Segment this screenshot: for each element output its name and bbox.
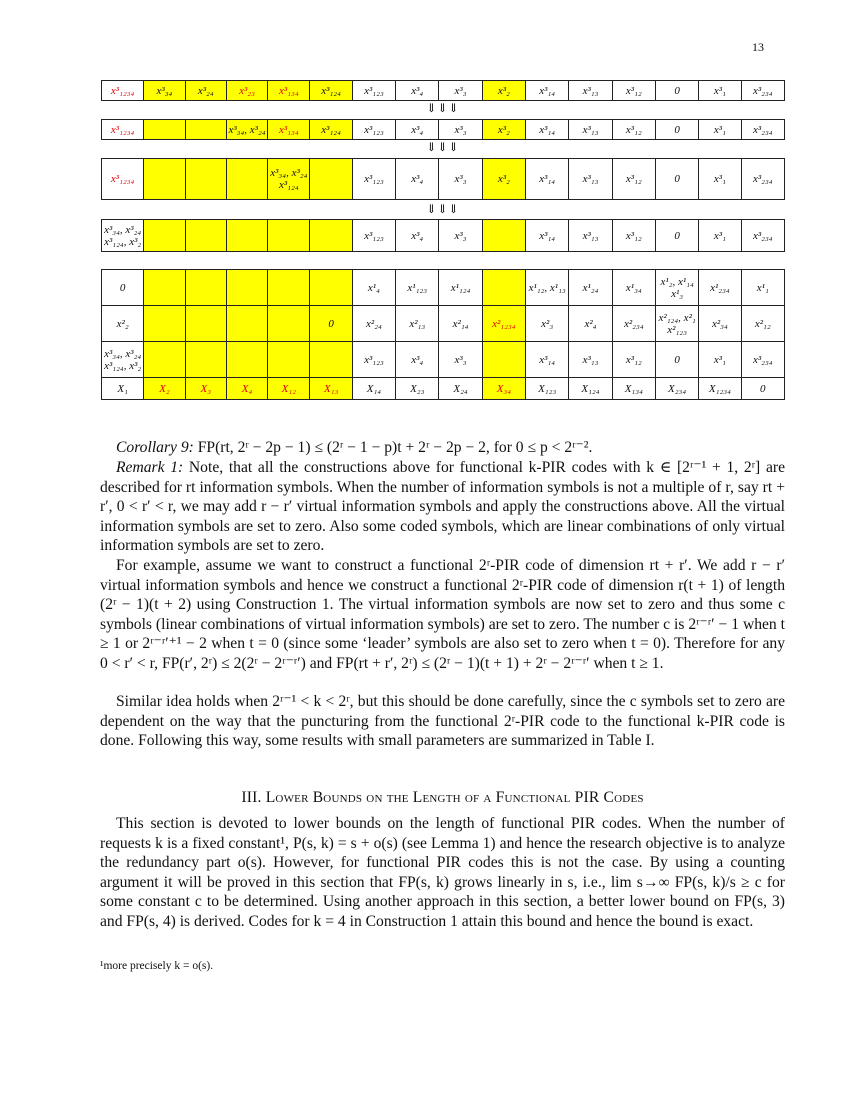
table-cell: x²₂₃₄ [612,306,655,342]
table-cell [185,120,226,140]
table-cell: x²₃₄ [699,306,741,342]
table-cell: x¹₂₃₄ [699,270,741,306]
table-cell: x²₁₄ [439,306,482,342]
table-cell: x³₁₂₃ [352,220,395,252]
table-cell: x¹₁ [741,270,784,306]
table-cell [226,270,267,306]
table-cell: x³₂₃ [226,81,267,101]
table-cell: 0 [655,220,698,252]
construction-table-step-2 [101,119,785,140]
table-cell [310,342,352,378]
similar-paragraph: Similar idea holds when 2ʳ⁻¹ < k < 2ʳ, but this should be done carefully, since the c symbols set to zero are dependent on the way that the puncturing from the functional 2ʳ-PIR code to the functional k-PIR code is done. Following this way, some results with small parameters are summarized in Table I. [100,693,785,749]
table-cell [268,220,310,252]
table-cell: x³₁₂₃₄ [102,81,144,101]
table-cell: x³₄ [396,220,439,252]
corollary-9 [100,438,785,458]
table-cell: x³₄ [396,120,439,140]
table-cell: x³₄ [396,159,439,200]
table-cell: x³₁ [699,159,741,200]
table-cell: X₂₃ [396,378,439,400]
table-cell: x³₃ [439,120,482,140]
table-cell [144,270,185,306]
table-cell: X₃₄ [482,378,525,400]
table-cell: x³₂₄ [185,81,226,101]
table-cell [268,270,310,306]
table-cell: X₂ [144,378,185,400]
table-cell: x³₃₄, x³₂₄ [226,120,267,140]
section-number: III. [241,789,262,806]
table-cell: x¹₂, x¹₁₄ x¹₃ [655,270,698,306]
table-cell: x³₁₂ [612,159,655,200]
table-cell [268,306,310,342]
table-cell: x¹₁₂, x¹₁₃ [526,270,569,306]
table-cell: x³₁₃ [569,342,612,378]
table-cell: x³₂ [482,159,525,200]
remark-label: Remark 1: [116,459,184,476]
example-paragraph: For example, assume we want to construct a functional 2ʳ-PIR code of dimension rt + r′. We add r − r′ virtual information symbols and hence we construct a functional 2ʳ-PIR code of dimension r(t + 1) of length (2ʳ − 1)(t + 2) using Construction 1. The virtual information symbols are now set to zero and thus some c symbols (linear combinations of virtual information symbols) are set to zero. The number c is 2ʳ⁻ʳ′ − 1 when t ≥ 1 or 2ʳ⁻ʳ′⁺¹ − 2 when t = 0 (since some ‘leader’ symbols are also set to zero when t = 0). Therefore for any 0 < r′ < r, FP(r′, 2ʳ) ≤ 2(2ʳ − 2ʳ⁻ʳ′) and FP(rt + r′, 2ʳ) ≤ (2ʳ − 1)(t + 1) + 2ʳ − 2ʳ⁻ʳ′ when t ≥ 1. [100,557,785,672]
table-cell: x³₂₃₄ [741,159,784,200]
table-cell [144,220,185,252]
remark-body: Note, that all the constructions above for functional k-PIR codes with k ∈ [2ʳ⁻¹ + 1, 2ʳ] are described for rt information symbols. When the number of information symbols is not a multiple of r, say rt + r′, 0 < r′ < r, we may add r − r′ virtual information symbols and apply the constructions above. All the virtual information symbols are set to zero. Also some coded symbols, which are linear combinations of only virtual information symbols are set to zero. [100,459,785,554]
table-cell: x²₂₄ [352,306,395,342]
footnote: ¹more precisely k = o(s). [100,960,214,972]
table-cell: x³₃₄, x³₂₄ x³₁₂₄, x³₂ [102,220,144,252]
table-cell: x³₁₂₃ [352,81,395,101]
table-cell: x³₃ [439,81,482,101]
table-cell: x³₁₃₄ [268,81,310,101]
table-cell: x³₁₃₄ [268,120,310,140]
table-cell [310,220,352,252]
table-cell: 0 [655,159,698,200]
table-cell: X₂₄ [439,378,482,400]
table-cell [310,270,352,306]
table-cell: x³₁₂₃ [352,120,395,140]
table-row [102,270,785,306]
section-intro-paragraph: This section is devoted to lower bounds on the length of functional PIR codes. When the number of requests k is a fixed constant¹, P(s, k) = s + o(s) (see Lemma 1) and hence the research objective is to analyze the redundancy part o(s). However, for functional PIR codes this is not the case. By using a counting argument it will be proved in this section that FP(s, k) grows linearly in s, i.e., lim s→∞ FP(s, k)/s ≥ c for some constant c to be determined. Using another approach in this section, a better lower bound on FP(s, 3) and FP(s, 4) is derived. Codes for k = 4 in Construction 1 attain this bound and hence the bound is exact. [100,815,785,930]
table-cell: x¹₂₄ [569,270,612,306]
table-cell: x³₁₂₃₄ [102,159,144,200]
table-cell [226,342,267,378]
table-cell: x¹₄ [352,270,395,306]
section-heading [100,789,785,807]
table-row [102,220,785,252]
table-cell: x³₂ [482,120,525,140]
table-cell: 0 [102,270,144,306]
table-cell: x³₃₄, x³₂₄ x³₁₂₄ [268,159,310,200]
table-cell: X₁₃₄ [612,378,655,400]
table-cell [482,342,525,378]
table-cell: x²₁₂₃₄ [482,306,525,342]
corollary-body: FP(rt, 2ʳ − 2p − 1) ≤ (2ʳ − 1 − p)t + 2ʳ − 2p − 2, for 0 ≤ p < 2ʳ⁻². [197,439,593,456]
table-cell [185,220,226,252]
table-cell: x³₂₃₄ [741,81,784,101]
table-cell: x¹₁₂₄ [439,270,482,306]
table-cell: x³₁₄ [526,120,569,140]
table-cell: x³₁₂₄ [310,81,352,101]
table-cell: x³₂₃₄ [741,120,784,140]
table-cell: x²₁₃ [396,306,439,342]
table-cell [226,159,267,200]
table-cell: x²₂ [102,306,144,342]
table-cell: 0 [310,306,352,342]
table-cell: x³₁₂ [612,81,655,101]
table-cell [482,220,525,252]
table-cell: 0 [655,81,698,101]
table-cell [268,342,310,378]
table-cell: x²₄ [569,306,612,342]
table-row [102,159,785,200]
table-row [102,342,785,378]
table-cell [226,220,267,252]
table-cell: x³₄ [396,342,439,378]
table-cell: X₁₄ [352,378,395,400]
table-cell: x³₃₄, x³₂₄ x³₁₂₄, x³₂ [102,342,144,378]
table-cell: x³₄ [396,81,439,101]
table-cell [226,306,267,342]
table-cell: x³₁ [699,81,741,101]
table-cell: x³₁₂₃ [352,159,395,200]
table-cell: X₁₂₃ [526,378,569,400]
table-cell: x²₃ [526,306,569,342]
down-arrows-2: ⇓⇓⇓ [426,140,460,154]
table-cell: x³₁₃ [569,220,612,252]
table-cell: x³₁₂ [612,220,655,252]
table-cell: x³₁₄ [526,159,569,200]
table-cell: 0 [655,342,698,378]
page-number: 13 [752,40,764,54]
table-cell [185,306,226,342]
table-cell: x³₂₃₄ [741,220,784,252]
construction-table-step-4 [101,219,785,252]
table-cell: X₁₃ [310,378,352,400]
table-cell: x²₁₂ [741,306,784,342]
table-cell: x³₁₂₃ [352,342,395,378]
table-cell: x³₁₄ [526,342,569,378]
table-cell: x³₁ [699,220,741,252]
table-cell: x³₁₃ [569,159,612,200]
table-cell: x³₁₄ [526,81,569,101]
table-cell [144,159,185,200]
table-cell [144,120,185,140]
table-cell: x³₁ [699,120,741,140]
table-cell: x²₁₂₄, x²₁ x²₁₂₃ [655,306,698,342]
table-cell: X₁ [102,378,144,400]
table-cell [144,342,185,378]
table-cell: X₁₂ [268,378,310,400]
remark-1 [100,458,785,556]
table-row [102,120,785,140]
table-cell: x¹₃₄ [612,270,655,306]
construction-table-final [101,269,785,400]
table-cell: x³₃ [439,159,482,200]
table-cell [310,159,352,200]
table-cell: X₁₂₄ [569,378,612,400]
table-cell: X₂₃₄ [655,378,698,400]
table-cell: x³₁₃ [569,81,612,101]
table-cell: x³₁₄ [526,220,569,252]
table-cell: x³₁ [699,342,741,378]
table-cell: x³₁₂₄ [310,120,352,140]
table-cell: x³₃₄ [144,81,185,101]
section-title: Lower Bounds on the Length of a Functional PIR Codes [265,789,644,806]
table-cell: 0 [655,120,698,140]
table-cell [144,306,185,342]
table-cell: x³₁₂ [612,342,655,378]
construction-table-step-1 [101,80,785,101]
table-cell: x³₁₃ [569,120,612,140]
down-arrows-1: ⇓⇓⇓ [426,101,460,115]
table-cell [185,342,226,378]
table-cell [482,270,525,306]
table-row [102,306,785,342]
table-row [102,81,785,101]
table-row [102,378,785,400]
table-cell [185,159,226,200]
table-cell: x³₃ [439,220,482,252]
table-cell: x³₂ [482,81,525,101]
table-cell: x³₁₂ [612,120,655,140]
down-arrows-3: ⇓⇓⇓ [426,202,460,216]
table-cell: 0 [741,378,784,400]
table-cell: X₃ [185,378,226,400]
table-cell: x³₂₃₄ [741,342,784,378]
table-cell: x¹₁₂₃ [396,270,439,306]
table-cell: x³₁₂₃₄ [102,120,144,140]
table-cell: X₁₂₃₄ [699,378,741,400]
table-cell: x³₃ [439,342,482,378]
table-cell [185,270,226,306]
construction-table-step-3 [101,158,785,200]
table-cell: X₄ [226,378,267,400]
corollary-label: Corollary 9: [116,439,194,456]
